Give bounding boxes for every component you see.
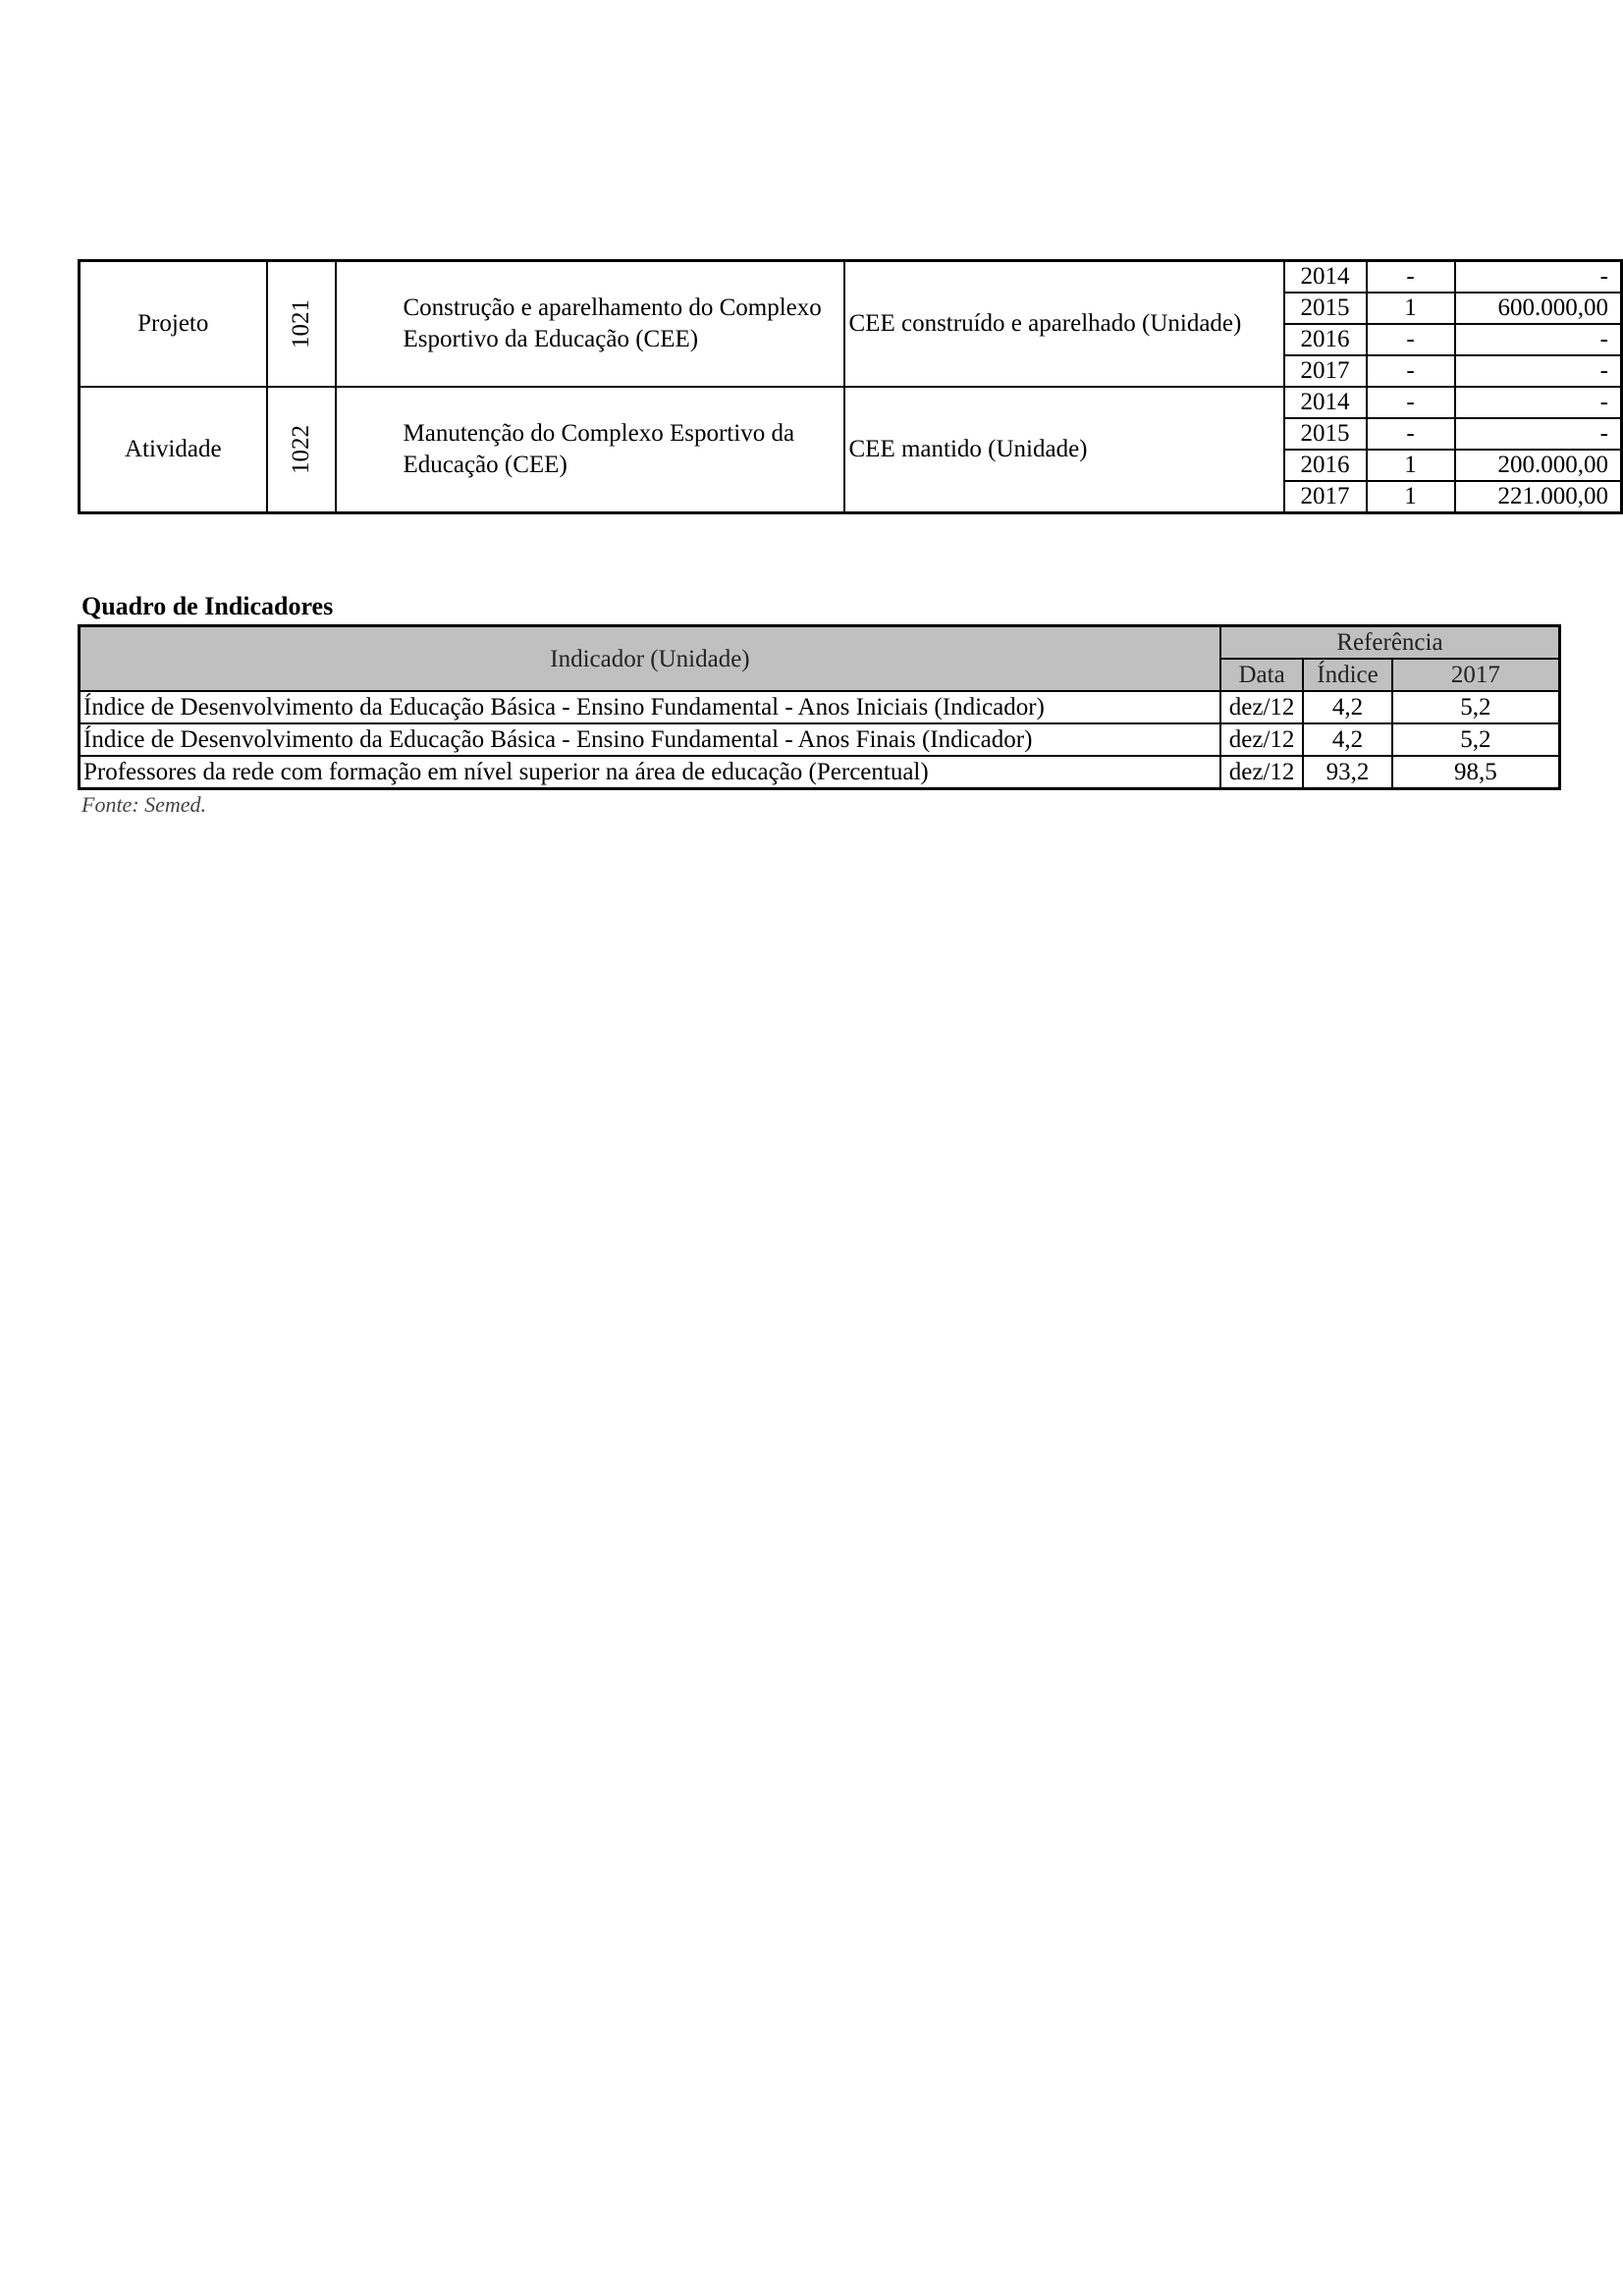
year-cell: 2017 [1284,355,1367,387]
quantity-cell: - [1367,355,1455,387]
indicator-name: Índice de Desenvolvimento da Educação Básica - Ensino Fundamental - Anos Finais (Indicador) [80,723,1220,756]
indicator-row [80,691,1560,723]
indicators-title: Quadro de Indicadores [81,592,334,620]
value-cell: - [1455,324,1622,355]
indicator-column-header: Indicador (Unidade) [80,626,1220,692]
action-description [336,261,844,388]
year-cell: 2015 [1284,293,1367,324]
action-product: CEE mantido (Unidade) [844,387,1284,513]
indicator-index: 4,2 [1303,723,1391,756]
indicator-name: Professores da rede com formação em nível superior na área de educação (Percentual) [80,756,1220,789]
action-code-text: 1022 [287,425,314,474]
indicator-target: 5,2 [1392,723,1560,756]
action-row [80,387,1622,418]
action-row [80,261,1622,294]
value-cell: - [1455,418,1622,450]
value-cell: 600.000,00 [1455,293,1622,324]
index-column-header: Índice [1303,659,1391,691]
action-type: Projeto [80,261,267,388]
actions-table [78,259,1623,514]
quantity-cell: 1 [1367,293,1455,324]
value-cell: - [1455,387,1622,418]
indicator-date: dez/12 [1220,723,1303,756]
indicator-date: dez/12 [1220,691,1303,723]
target-year-column-header: 2017 [1392,659,1560,691]
indicator-row [80,756,1560,789]
indicator-row [80,723,1560,756]
value-cell: 221.000,00 [1455,481,1622,513]
quantity-cell: - [1367,387,1455,418]
action-code [267,261,336,388]
indicator-target: 5,2 [1392,691,1560,723]
action-code-text: 1021 [287,299,314,348]
quantity-cell: - [1367,324,1455,355]
year-cell: 2014 [1284,261,1367,294]
indicator-index: 4,2 [1303,691,1391,723]
indicator-name: Índice de Desenvolvimento da Educação Básica - Ensino Fundamental - Anos Iniciais (Indicador) [80,691,1220,723]
indicators-table [78,624,1561,790]
year-cell: 2015 [1284,418,1367,450]
quantity-cell: 1 [1367,481,1455,513]
reference-column-header: Referência [1220,626,1560,660]
indicators-header-row [80,626,1560,660]
action-description [336,387,844,513]
value-cell: - [1455,261,1622,294]
action-type: Atividade [80,387,267,513]
year-cell: 2016 [1284,324,1367,355]
indicator-index: 93,2 [1303,756,1391,789]
value-cell: - [1455,355,1622,387]
source-note: Fonte: Semed. [81,792,207,817]
indicator-date: dez/12 [1220,756,1303,789]
action-code [267,387,336,513]
value-cell: 200.000,00 [1455,450,1622,481]
quantity-cell: - [1367,418,1455,450]
quantity-cell: - [1367,261,1455,294]
action-description-text: Manutenção do Complexo Esportivo da Educação (CEE) [403,420,795,478]
action-description-text: Construção e aparelhamento do Complexo Esportivo da Educação (CEE) [403,294,822,352]
year-cell: 2017 [1284,481,1367,513]
year-cell: 2016 [1284,450,1367,481]
quantity-cell: 1 [1367,450,1455,481]
action-product: CEE construído e aparelhado (Unidade) [844,261,1284,388]
date-column-header: Data [1220,659,1303,691]
year-cell: 2014 [1284,387,1367,418]
indicator-target: 98,5 [1392,756,1560,789]
